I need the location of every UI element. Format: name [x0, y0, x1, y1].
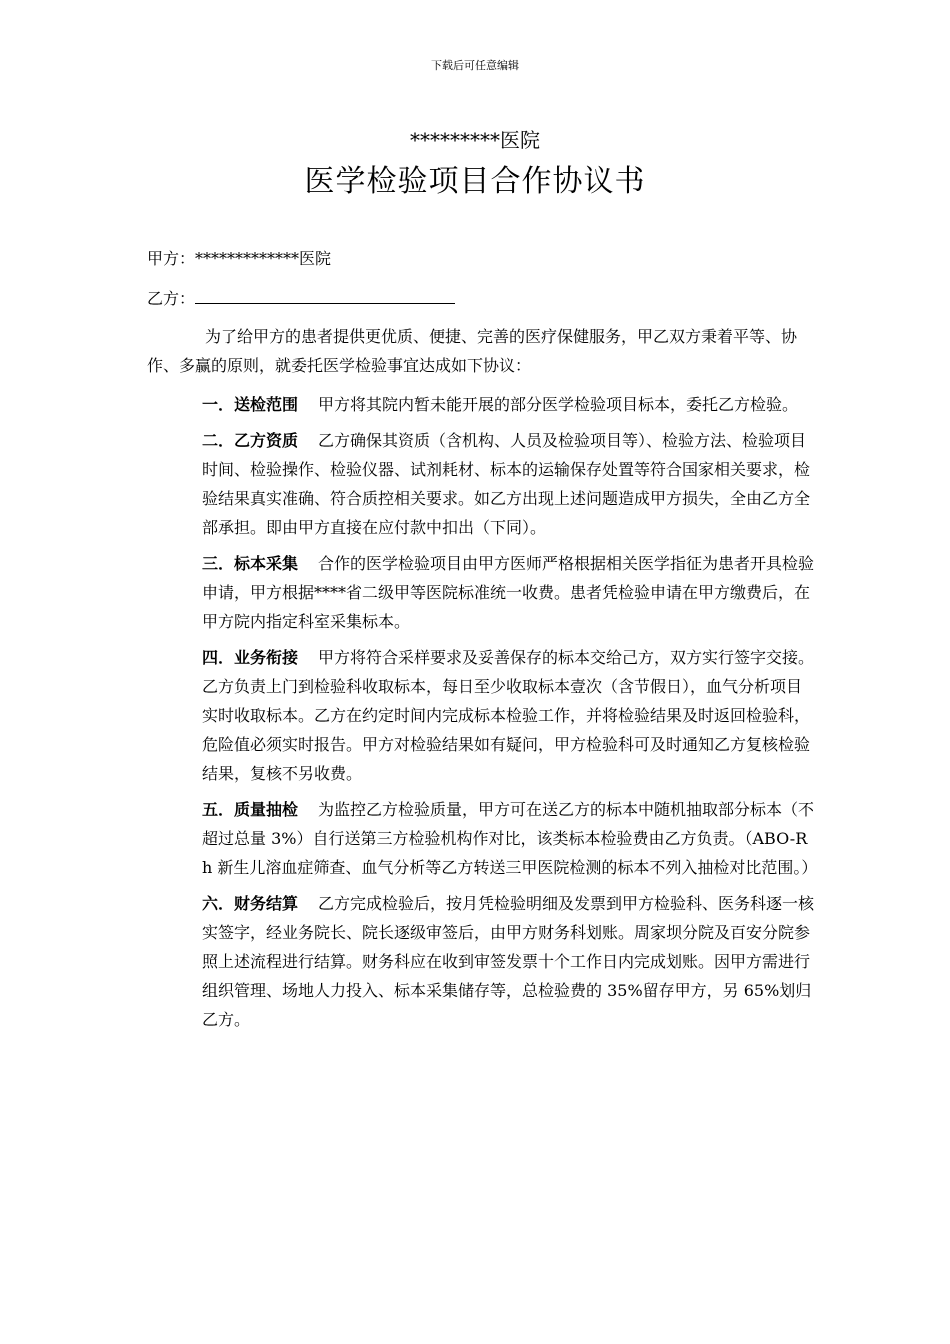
clause-heading: 三．标本采集 [202, 554, 299, 573]
clause-heading: 一．送检范围 [202, 395, 299, 414]
clause-heading: 二．乙方资质 [202, 431, 299, 450]
clause-heading: 四．业务衔接 [202, 648, 299, 667]
clause-item [202, 795, 817, 882]
header-note: 下载后可任意编辑 [431, 59, 519, 72]
party-a [147, 246, 331, 269]
clause-heading: 六．财务结算 [202, 894, 299, 913]
document-title: 医学检验项目合作协议书 [304, 164, 646, 199]
party-a-label: 甲方： [147, 249, 196, 268]
clause-item [202, 643, 817, 788]
party-a-value: *************医院 [195, 249, 332, 268]
clause-text: 为监控乙方检验质量，甲方可在送乙方的标本中随机抽取部分标本（不超过总量 3%）自行送第三方检验机构作对比，该类标本检验费由乙方负责。（ABO-Rh 新生儿溶血症筛查、血气分析等乙方转送三甲医院检测的标本不列入抽检对比范围。） [202, 800, 818, 877]
hospital-line: *********医院 [410, 128, 540, 152]
clause-item [202, 889, 817, 1034]
intro-paragraph: 为了给甲方的患者提供更优质、便捷、完善的医疗保健服务，甲乙双方秉着平等、协作、多赢的原则，就委托医学检验事宜达成如下协议： [147, 327, 798, 375]
party-b-label: 乙方： [147, 289, 196, 308]
clause-item [202, 426, 817, 542]
party-b-blank-line [195, 287, 455, 304]
clause-text: 乙方确保其资质（含机构、人员及检验项目等）、检验方法、检验项目时间、检验操作、检验仪器、试剂耗材、标本的运输保存处置等符合国家相关要求，检验结果真实准确、符合质控相关要求。如乙方出现上述问题造成甲方损失，全由乙方全部承担。即由甲方直接在应付款中扣出（下同）。 [202, 431, 811, 537]
clause-text: 甲方将符合采样要求及妥善保存的标本交给己方，双方实行签字交接。乙方负责上门到检验科收取标本，每日至少收取标本壹次（含节假日），血气分析项目实时收取标本。乙方在约定时间内完成标本检验工作，并将检验结果及时返回检验科，危险值必须实时报告。甲方对检验结果如有疑问，甲方检验科可及时通知乙方复核检验结果，复核不另收费。 [202, 648, 815, 783]
clause-heading: 五．质量抽检 [202, 800, 299, 819]
clause-text: 合作的医学检验项目由甲方医师严格根据相关医学指征为患者开具检验申请，甲方根据****省二级甲等医院标准统一收费。患者凭检验申请在甲方缴费后，在甲方院内指定科室采集标本。 [202, 554, 815, 631]
clause-text: 甲方将其院内暂未能开展的部分医学检验项目标本，委托乙方检验。 [318, 395, 799, 414]
clause-list [202, 390, 817, 1041]
clause-item [202, 390, 817, 419]
clause-text: 乙方完成检验后，按月凭检验明细及发票到甲方检验科、医务科逐一核实签字，经业务院长、院长逐级审签后，由甲方财务科划账。周家坝分院及百安分院参照上述流程进行结算。财务科应在收到审签发票十个工作日内完成划账。因甲方需进行组织管理、场地人力投入、标本采集储存等，总检验费的 35%留存甲方，另 65%划归乙方。 [202, 894, 815, 1029]
clause-item [202, 549, 817, 636]
party-b [147, 286, 455, 309]
